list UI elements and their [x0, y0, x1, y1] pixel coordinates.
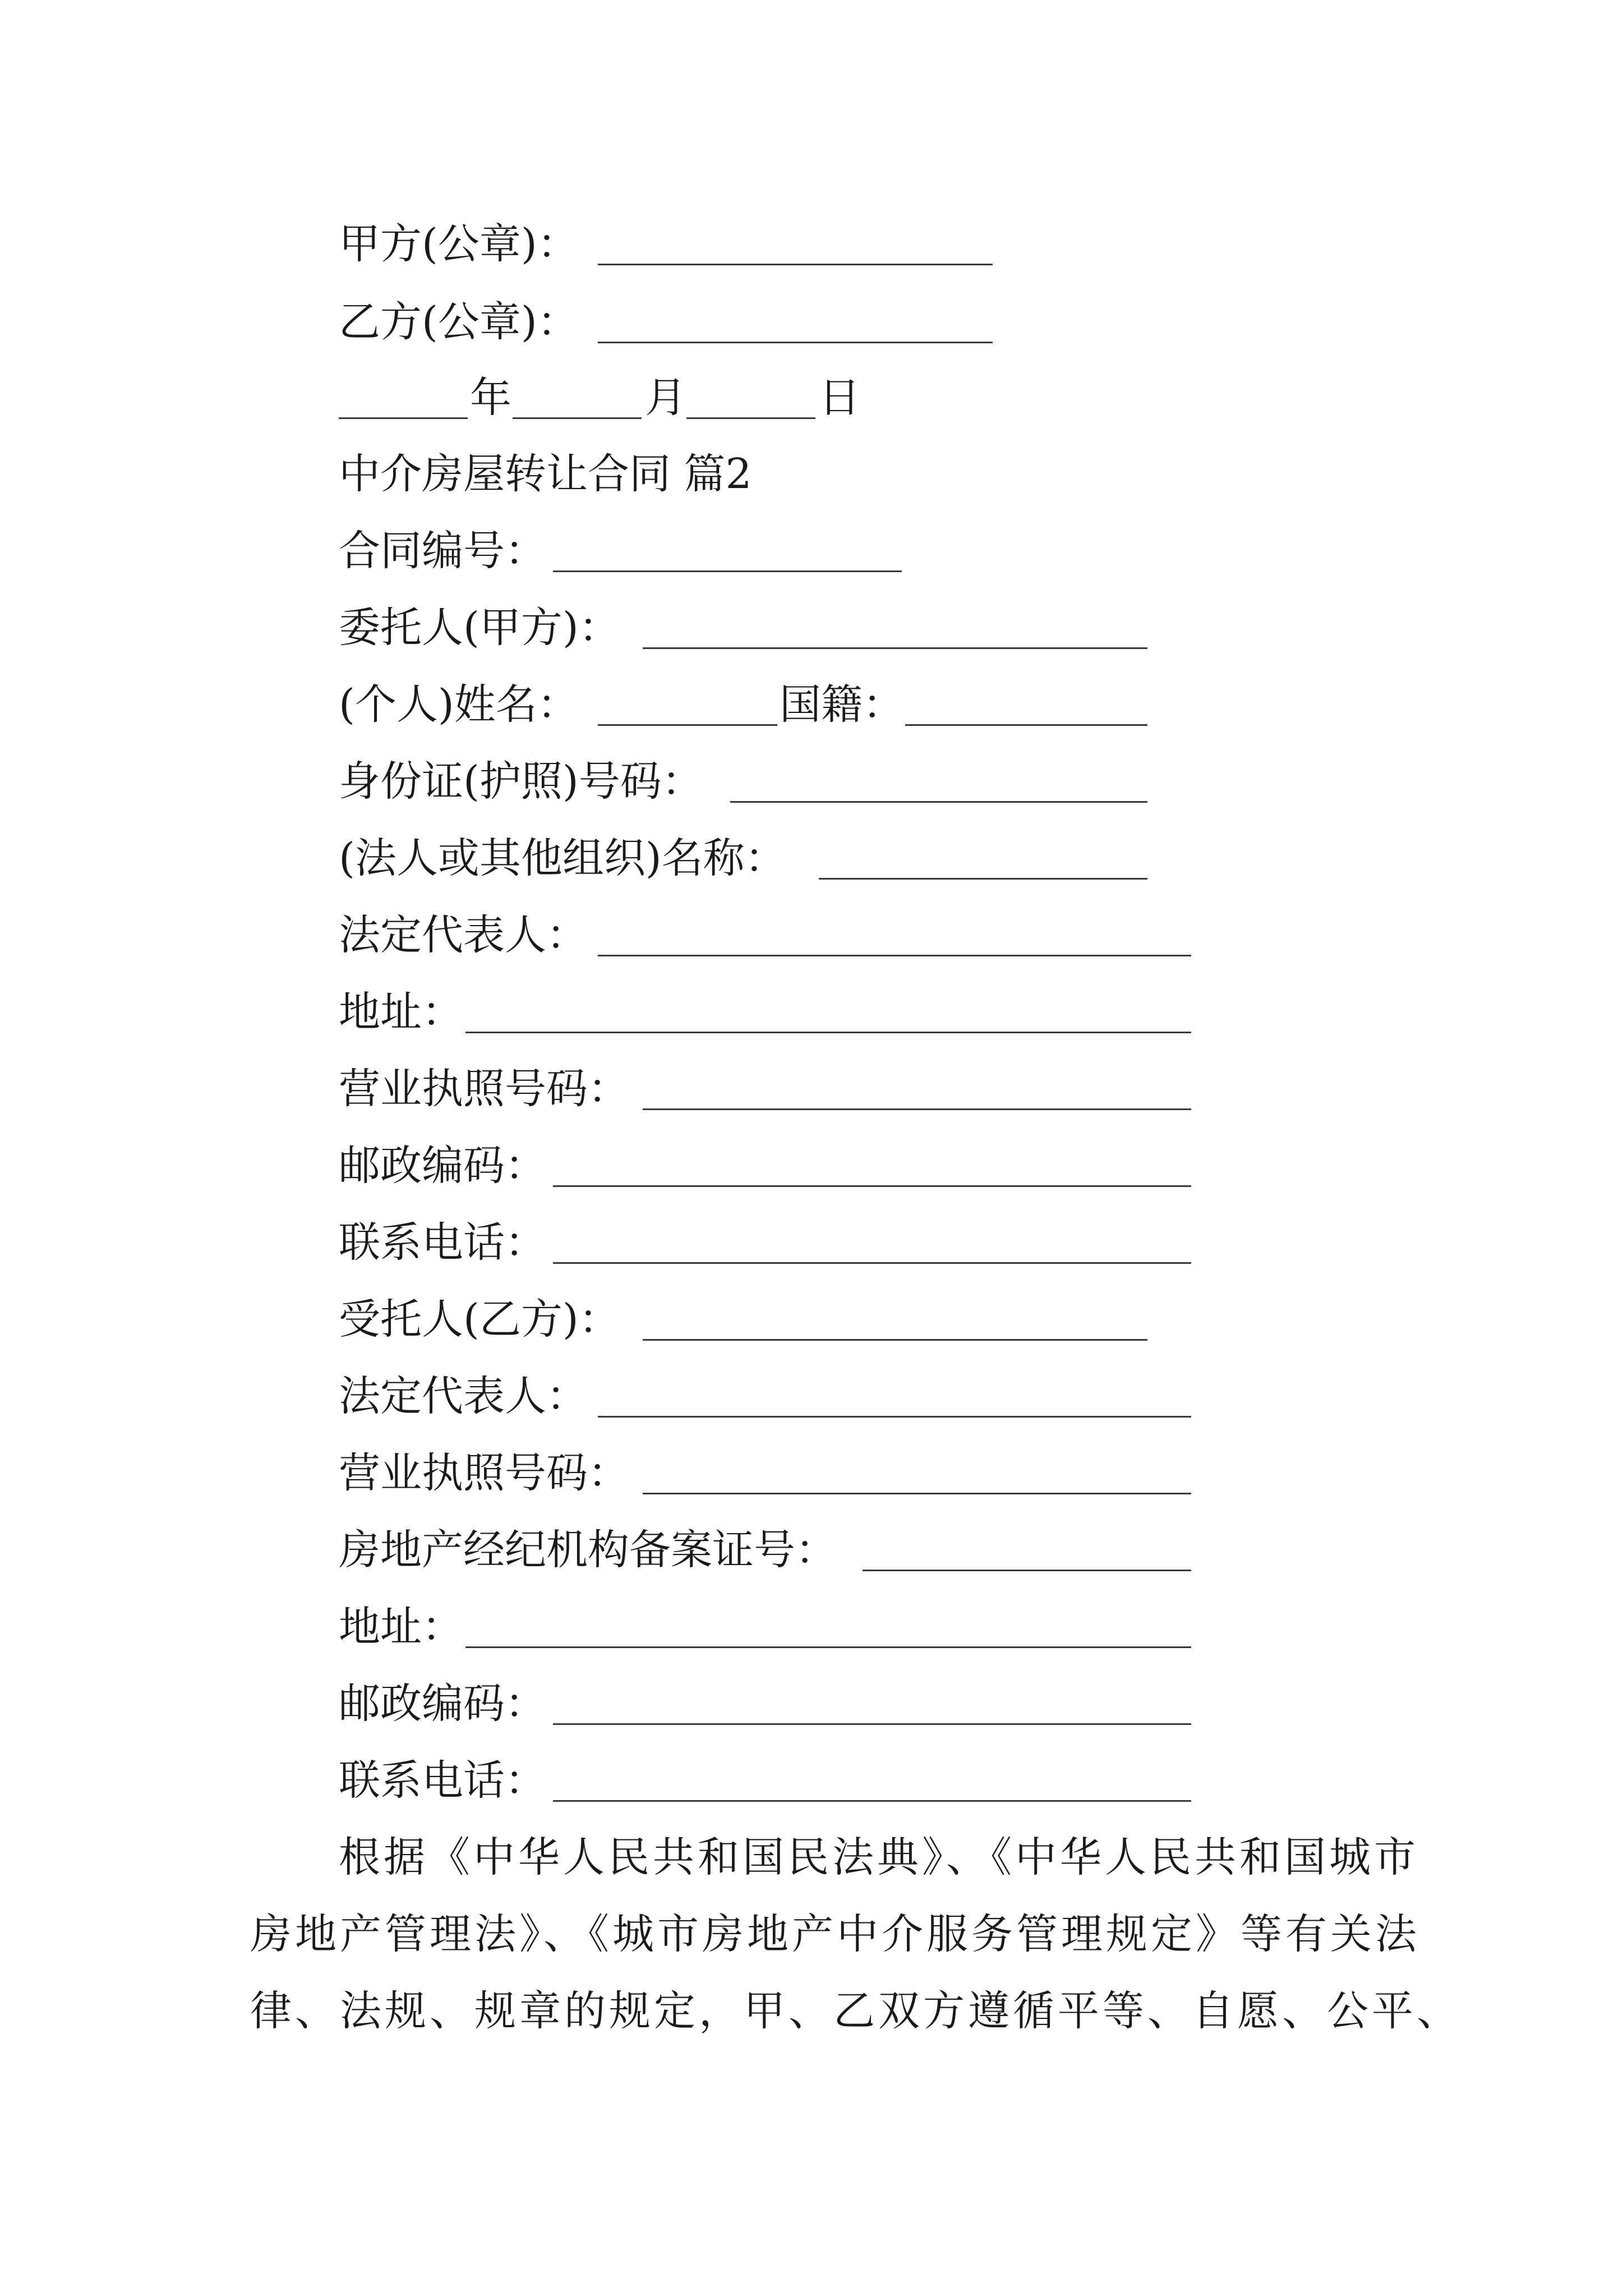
- legal-rep-b-blank[interactable]: [598, 1416, 1191, 1418]
- agent-label: 受托人(乙方)：: [339, 1295, 620, 1343]
- date-year-label: 年: [470, 374, 511, 422]
- party-b-seal-label: 乙方(公章)：: [339, 298, 579, 346]
- agent-blank[interactable]: [643, 1339, 1147, 1341]
- body-paragraph-line: 房地产管理法》、《城市房地产中介服务管理规定》等有关法: [250, 1910, 1420, 1958]
- body-paragraph-line: 根据《中华人民共和国民法典》、《中华人民共和国城市: [339, 1833, 1419, 1881]
- address-b-blank[interactable]: [465, 1646, 1191, 1648]
- principal-blank[interactable]: [643, 647, 1147, 649]
- date-month-label: 月: [645, 374, 686, 422]
- filing-no-label: 房地产经纪机构备案证号：: [339, 1526, 837, 1574]
- address-a-label: 地址：: [339, 988, 463, 1036]
- party-a-seal-blank[interactable]: [598, 264, 993, 265]
- nationality-blank[interactable]: [905, 724, 1147, 726]
- filing-no-blank[interactable]: [863, 1570, 1191, 1571]
- date-year-blank[interactable]: [339, 417, 468, 419]
- body-paragraph-line: 律、法规、规章的规定，甲、乙双方遵循平等、自愿、公平、: [250, 1987, 1461, 2035]
- postcode-a-blank[interactable]: [553, 1185, 1191, 1187]
- date-day-label: 日: [819, 374, 860, 422]
- phone-b-blank[interactable]: [553, 1800, 1191, 1802]
- legal-rep-a-label: 法定代表人：: [339, 911, 588, 959]
- postcode-b-blank[interactable]: [553, 1723, 1191, 1725]
- postcode-b-label: 邮政编码：: [339, 1680, 546, 1728]
- phone-a-blank[interactable]: [553, 1262, 1191, 1264]
- personal-name-label: (个人)姓名：: [339, 680, 579, 729]
- party-a-seal-label: 甲方(公章)：: [339, 220, 579, 268]
- license-b-blank[interactable]: [643, 1493, 1191, 1494]
- phone-b-label: 联系电话：: [339, 1756, 546, 1805]
- address-b-label: 地址：: [339, 1603, 463, 1651]
- id-passport-label: 身份证(护照)号码：: [339, 757, 703, 806]
- org-name-blank[interactable]: [819, 878, 1147, 880]
- id-passport-blank[interactable]: [730, 801, 1147, 803]
- contract-no-label: 合同编号：: [339, 527, 546, 575]
- org-name-label: (法人或其他组织)名称：: [339, 834, 786, 882]
- date-month-blank[interactable]: [513, 417, 642, 419]
- nationality-label: 国籍：: [780, 680, 904, 729]
- principal-label: 委托人(甲方)：: [339, 604, 620, 652]
- date-day-blank[interactable]: [686, 417, 815, 419]
- license-a-blank[interactable]: [643, 1108, 1191, 1110]
- phone-a-label: 联系电话：: [339, 1218, 546, 1267]
- personal-name-blank[interactable]: [598, 724, 777, 726]
- legal-rep-a-blank[interactable]: [598, 955, 1191, 956]
- section-title: 中介房屋转让合同 篇2: [339, 450, 752, 498]
- address-a-blank[interactable]: [465, 1032, 1191, 1033]
- party-b-seal-blank[interactable]: [598, 342, 993, 343]
- postcode-a-label: 邮政编码：: [339, 1142, 546, 1190]
- license-b-label: 营业执照号码：: [339, 1449, 629, 1497]
- contract-no-blank[interactable]: [553, 570, 902, 572]
- license-a-label: 营业执照号码：: [339, 1065, 629, 1113]
- legal-rep-b-label: 法定代表人：: [339, 1372, 588, 1420]
